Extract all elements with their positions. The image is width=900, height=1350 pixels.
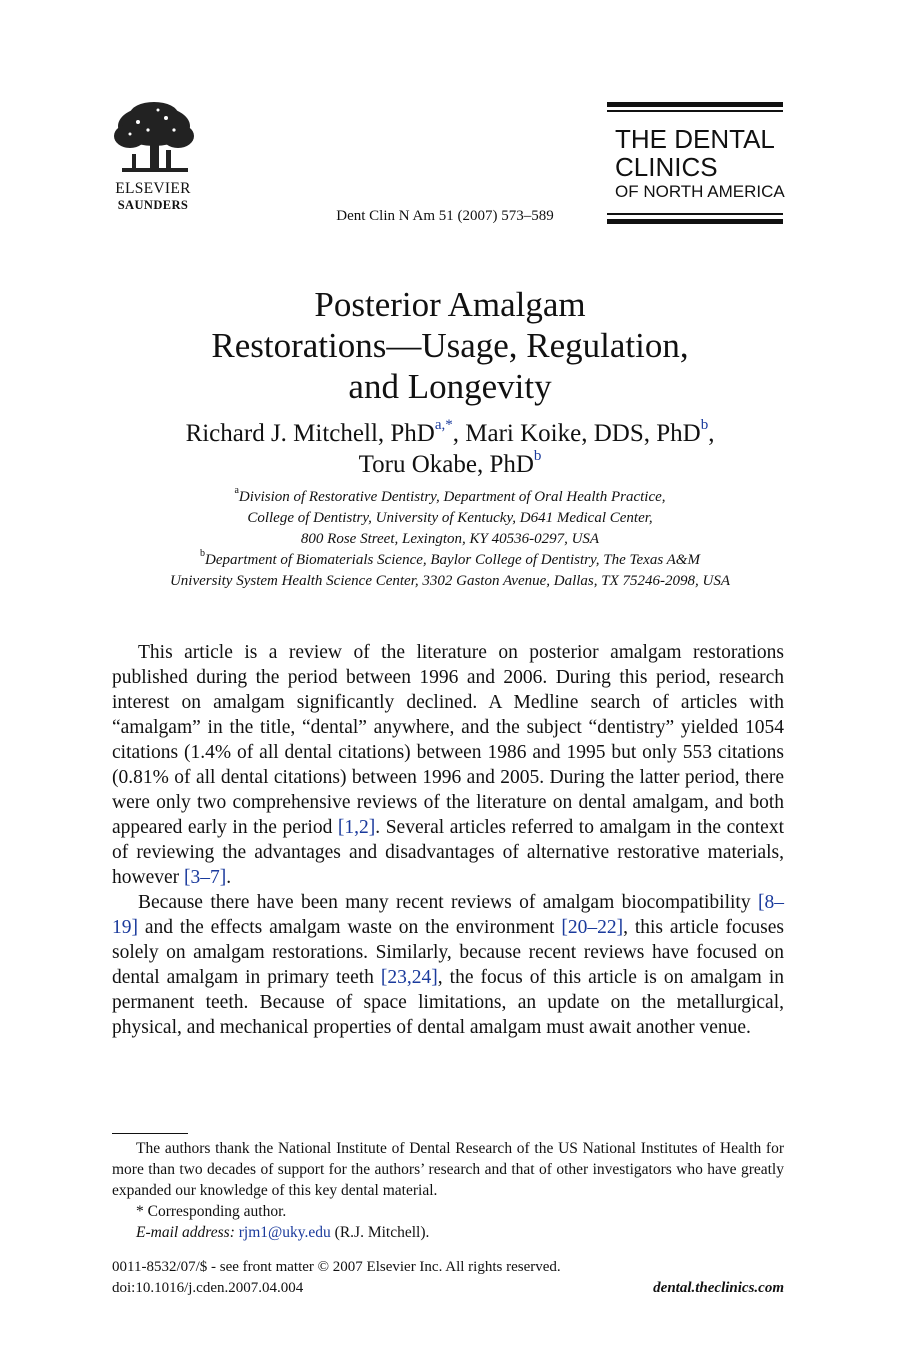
affiliation-mark: a [234, 485, 239, 496]
author-affiliation-mark[interactable]: b [700, 416, 709, 433]
doi-line: doi:10.1016/j.cden.2007.04.004 [112, 1280, 304, 1296]
affiliations [90, 487, 810, 592]
affiliation-line: $^a$Division of Restorative Dentistry, Department of Oral Health Practice, [234, 485, 666, 505]
email-link[interactable]: rjm1@uky.edu [238, 1224, 331, 1241]
reference-link[interactable]: [3–7] [184, 867, 227, 888]
email-label: E-mail address: [136, 1224, 235, 1241]
author-separator: , [452, 420, 466, 447]
author-affiliation-mark[interactable]: b [533, 447, 542, 464]
masthead-bottom-rule-thin [607, 213, 783, 215]
journal-masthead [607, 102, 783, 224]
footnotes [112, 1138, 784, 1243]
masthead-top-rule-thin [607, 110, 783, 112]
reference-link[interactable]: [20–22] [561, 917, 624, 938]
publisher-name: ELSEVIER [115, 180, 191, 197]
journal-website[interactable]: dental.theclinics.com [653, 1280, 784, 1296]
body-paragraph: Because there have been many recent reviews of amalgam biocompatibility [8–19] and the effects amalgam waste on the environment [20–22], this article focuses solely on amalgam restorations. Similarly, because recent reviews have focused on dental amalgam in primary teeth [23,24], the focus of this article is on amalgam in permanent teeth. Because of space limitations, an update on the metallurgical, physical, and mechanical properties of dental amalgam must await another venue. [112, 892, 784, 1038]
journal-title-line-1: THE DENTAL [615, 124, 775, 154]
article-title [100, 284, 800, 407]
affiliation-line: University System Health Science Center, 3302 Gaston Avenue, Dallas, TX 75246-2098, USA [169, 573, 731, 589]
footnote-divider [112, 1133, 188, 1134]
title-line-2: Restorations—Usage, Regulation, [211, 326, 689, 365]
body-paragraph: This article is a review of the literature on posterior amalgam restorations published during the period between 1996 and 2006. During this period, research interest on amalgam significantly declined. A Medline search of articles with “amalgam” in the title, “dental” anywhere, and the subject “dentistry” yielded 1054 citations (1.4% of all dental citations) between 1986 and 1995 but only 553 citations (0.81% of all dental citations) between 1996 and 2005. During the latter period, there were only two comprehensive reviews of the literature on dental amalgam, and both appeared early in the period [1,2]. Several articles referred to amalgam in the context of reviewing the advantages and disadvantages of alternative restorative materials, however [3–7]. [112, 642, 784, 888]
affiliation-line: College of Dentistry, University of Kentucky, D641 Medical Center, [247, 510, 653, 526]
reference-link[interactable]: [1,2] [337, 817, 376, 838]
title-line-1: Posterior Amalgam [314, 285, 586, 324]
reference-link[interactable]: [8–19] [112, 892, 784, 938]
masthead-top-rule [607, 102, 783, 107]
email-owner: (R.J. Mitchell). [334, 1224, 430, 1241]
author-name: Mari Koike, DDS, PhD [465, 420, 701, 447]
author-list [80, 418, 820, 480]
email-footnote [112, 1222, 784, 1243]
author-name: Richard J. Mitchell, PhD [185, 420, 435, 447]
author-name: Toru Okabe, PhD [358, 451, 534, 478]
journal-title-line-2: CLINICS [615, 152, 718, 182]
journal-citation: Dent Clin N Am 51 (2007) 573–589 [336, 208, 554, 224]
author-affiliation-mark[interactable]: a,* [434, 416, 453, 433]
masthead-bottom-rule [607, 219, 783, 224]
journal-title-line-3: OF NORTH AMERICA [615, 182, 785, 201]
title-line-3: and Longevity [348, 367, 552, 406]
affiliation-line: 800 Rose Street, Lexington, KY 40536-0297, USA [300, 531, 600, 547]
acknowledgment-footnote: The authors thank the National Institute of Dental Research of the US National Institutes of Health for more than two decades of support for the authors’ research and that of other investigators who have greatly expanded our knowledge of this key dental material. [112, 1140, 784, 1199]
affiliation-line: $^b$Department of Biomaterials Science, Baylor College of Dentistry, The Texas A&M [200, 548, 700, 568]
publisher-imprint: SAUNDERS [117, 198, 189, 212]
affiliation-mark: b [200, 548, 206, 559]
author-separator: , [708, 420, 715, 447]
corresponding-author-note: * Corresponding author. [136, 1203, 287, 1220]
article-body [112, 640, 784, 1040]
reference-link[interactable]: [23,24] [380, 967, 438, 988]
copyright-line: 0011-8532/07/$ - see front matter © 2007 Elsevier Inc. All rights reserved. [112, 1259, 561, 1275]
